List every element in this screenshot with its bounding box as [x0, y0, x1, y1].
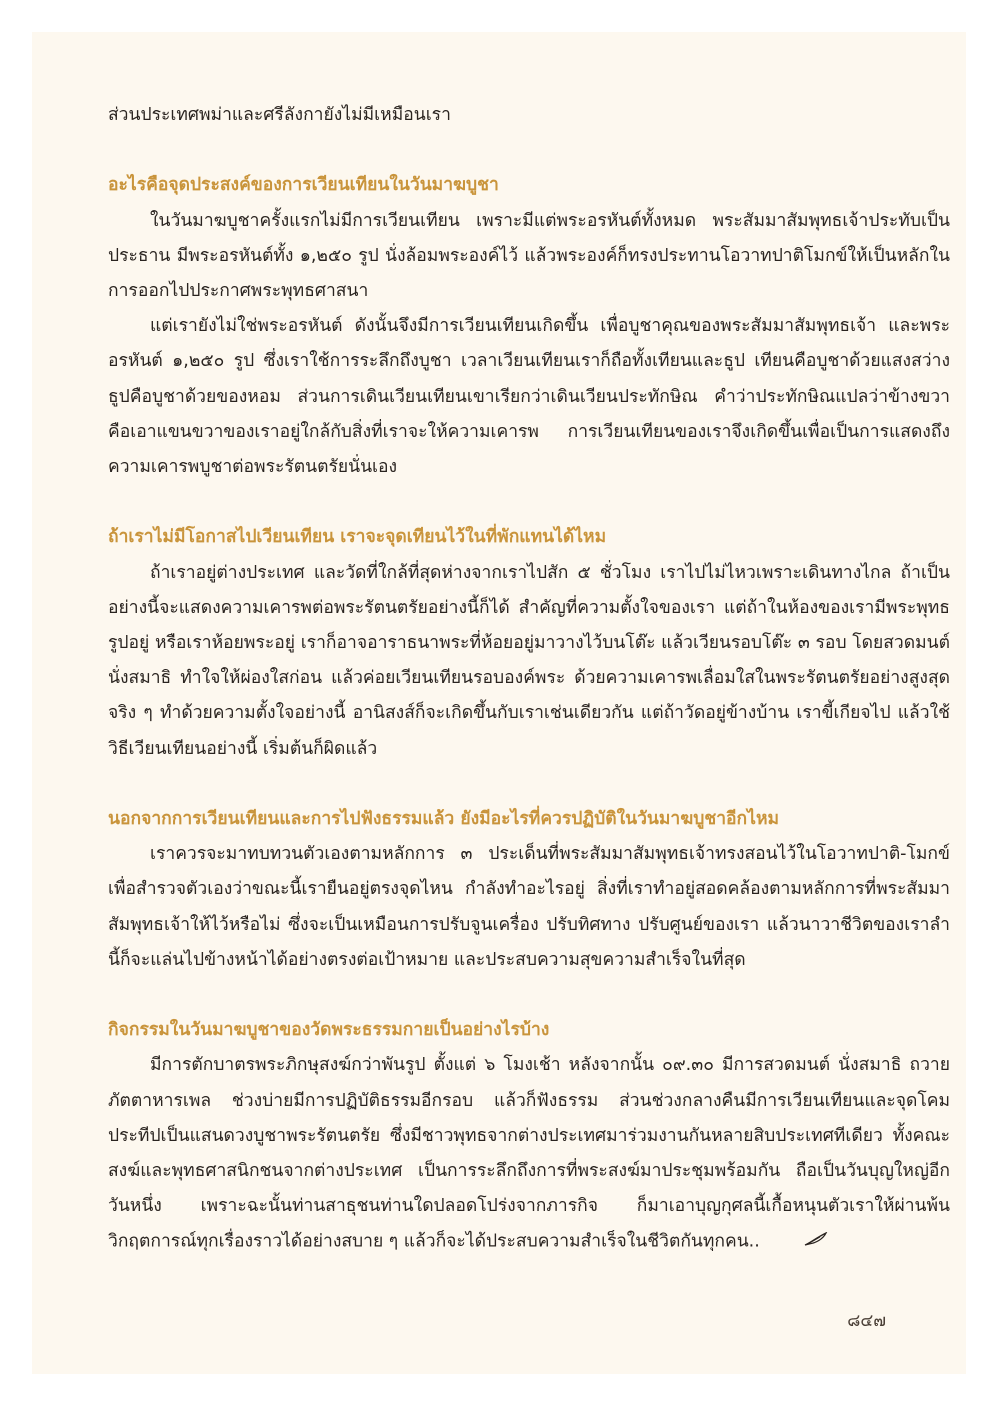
quill-icon — [762, 1224, 828, 1259]
book-page — [32, 32, 966, 1374]
section-heading: ถ้าเราไม่มีโอกาสไปเวียนเทียน เราจะจุดเทียนไว้ในที่พักแทนได้ไหม — [108, 527, 607, 548]
paragraph: แต่เรายังไม่ใช่พระอรหันต์ ดังนั้นจึงมีการเวียนเทียนเกิดขึ้น เพื่อบูชาคุณของพระสัมมาสัมพุทธเจ้า และพระอรหันต์ ๑,๒๕๐ รูป ซึ่งเราใช้การระลึกถึงบูชา เวลาเวียนเทียนเราก็ถือทั้งเทียนและธูป เทียนคือบูชาด้วยแสงสว่าง ธูปคือบูชาด้วยของหอม ส่วนการเดินเวียนเทียนเขาเรียกว่าเดินเวียนประทักษิณ คำว่าประทักษิณแปลว่าข้างขวา คือเอาแขนขวาของเราอยู่ใกล้กับสิ่งที่เราจะให้ความเคารพ การเวียนเทียนของเราจึงเกิดขึ้นเพื่อเป็นการแสดงถึงความเคารพบูชาต่อพระรัตนตรัยนั่นเอง — [108, 316, 950, 478]
page-number: ๘๔๗ — [847, 1311, 886, 1331]
paragraph — [108, 1048, 950, 1260]
section-heading: อะไรคือจุดประสงค์ของการเวียนเทียนในวันมาฆบูชา — [108, 175, 499, 196]
page-content — [108, 98, 950, 1260]
paragraph: เราควรจะมาทบทวนตัวเองตามหลักการ ๓ ประเด็นที่พระสัมมาสัมพุทธเจ้าทรงสอนไว้ในโอวาทปาติ-โมกข์ เพื่อสำรวจตัวเองว่าขณะนี้เรายืนอยู่ตรงจุดไหน กำลังทำอะไรอยู่ สิ่งที่เราทำอยู่สอดคล้องตามหลักการที่พระสัมมาสัมพุทธเจ้าให้ไว้หรือไม่ ซึ่งจะเป็นเหมือนการปรับจูนเครื่อง ปรับทิศทาง ปรับศูนย์ของเรา แล้วนาวาชีวิตของเราลำนี้ก็จะแล่นไปข้างหน้าได้อย่างตรงต่อเป้าหมาย และประสบความสุขความสำเร็จในที่สุด — [108, 844, 950, 970]
paragraph: ถ้าเราอยู่ต่างประเทศ และวัดที่ใกล้ที่สุดห่างจากเราไปสัก ๕ ชั่วโมง เราไปไม่ไหวเพราะเดินทางไกล ถ้าเป็นอย่างนี้จะแสดงความเคารพต่อพระรัตนตรัยอย่างนี้ก็ได้ สำคัญที่ความตั้งใจของเรา แต่ถ้าในห้องของเรามีพระพุทธรูปอยู่ หรือเราห้อยพระอยู่ เราก็อาจอาราธนาพระที่ห้อยอยู่มาวางไว้บนโต๊ะ แล้วเวียนรอบโต๊ะ ๓ รอบ โดยสวดมนต์ นั่งสมาธิ ทำใจให้ผ่องใสก่อน แล้วค่อยเวียนเทียนรอบองค์พระ ด้วยความเคารพเลื่อมใสในพระรัตนตรัยอย่างสูงสุดจริง ๆ ทำด้วยความตั้งใจอย่างนี้ อานิสงส์ก็จะเกิดขึ้นกับเราเช่นเดียวกัน แต่ถ้าวัดอยู่ข้างบ้าน เราขี้เกียจไป แล้วใช้วิธีเวียนเทียนอย่างนี้ เริ่มต้นก็ผิดแล้ว — [108, 562, 950, 759]
paragraph-text: มีการตักบาตรพระภิกษุสงฆ์กว่าพันรูป ตั้งแต่ ๖ โมงเช้า หลังจากนั้น ๐๙.๓๐ มีการสวดมนต์ นั่งสมาธิ ถวายภัตตาหารเพล ช่วงบ่ายมีการปฏิบัติธรรมอีกรอบ แล้วก็ฟังธรรม ส่วนช่วงกลางคืนมีการเวียนเทียนและจุดโคมประทีปเป็นแสนดวงบูชาพระรัตนตรัย ซึ่งมีชาวพุทธจากต่างประเทศมาร่วมงานกันหลายสิบประเทศทีเดียว ทั้งคณะสงฆ์และพุทธศาสนิกชนจากต่างประเทศ เป็นการระลึกถึงการที่พระสงฆ์มาประชุมพร้อมกัน ถือเป็นวันบุญใหญ่อีกวันหนึ่ง เพราะฉะนั้นท่านสาธุชนท่านใดปลอดโปร่งจากภารกิจ ก็มาเอาบุญกุศลนี้เกื้อหนุนตัวเราให้ผ่านพ้นวิกฤตการณ์ทุกเรื่องราวได้อย่างสบาย ๆ แล้วก็จะได้ประสบความสำเร็จในชีวิตกันทุกคน.. — [108, 1055, 950, 1253]
paragraph: ในวันมาฆบูชาครั้งแรกไม่มีการเวียนเทียน เพราะมีแต่พระอรหันต์ทั้งหมด พระสัมมาสัมพุทธเจ้าประทับเป็นประธาน มีพระอรหันต์ทั้ง ๑,๒๕๐ รูป นั่งล้อมพระองค์ไว้ แล้วพระองค์ก็ทรงประทานโอวาทปาติโมกข์ให้เป็นหลักในการออกไปประกาศพระพุทธศาสนา — [108, 210, 950, 301]
section-heading: กิจกรรมในวันมาฆบูชาของวัดพระธรรมกายเป็นอย่างไรบ้าง — [108, 1020, 550, 1041]
intro-line: ส่วนประเทศพม่าและศรีลังกายังไม่มีเหมือนเรา — [108, 105, 451, 125]
section-heading: นอกจากการเวียนเทียนและการไปฟังธรรมแล้ว ยังมีอะไรที่ควรปฏิบัติในวันมาฆบูชาอีกไหม — [108, 809, 780, 830]
